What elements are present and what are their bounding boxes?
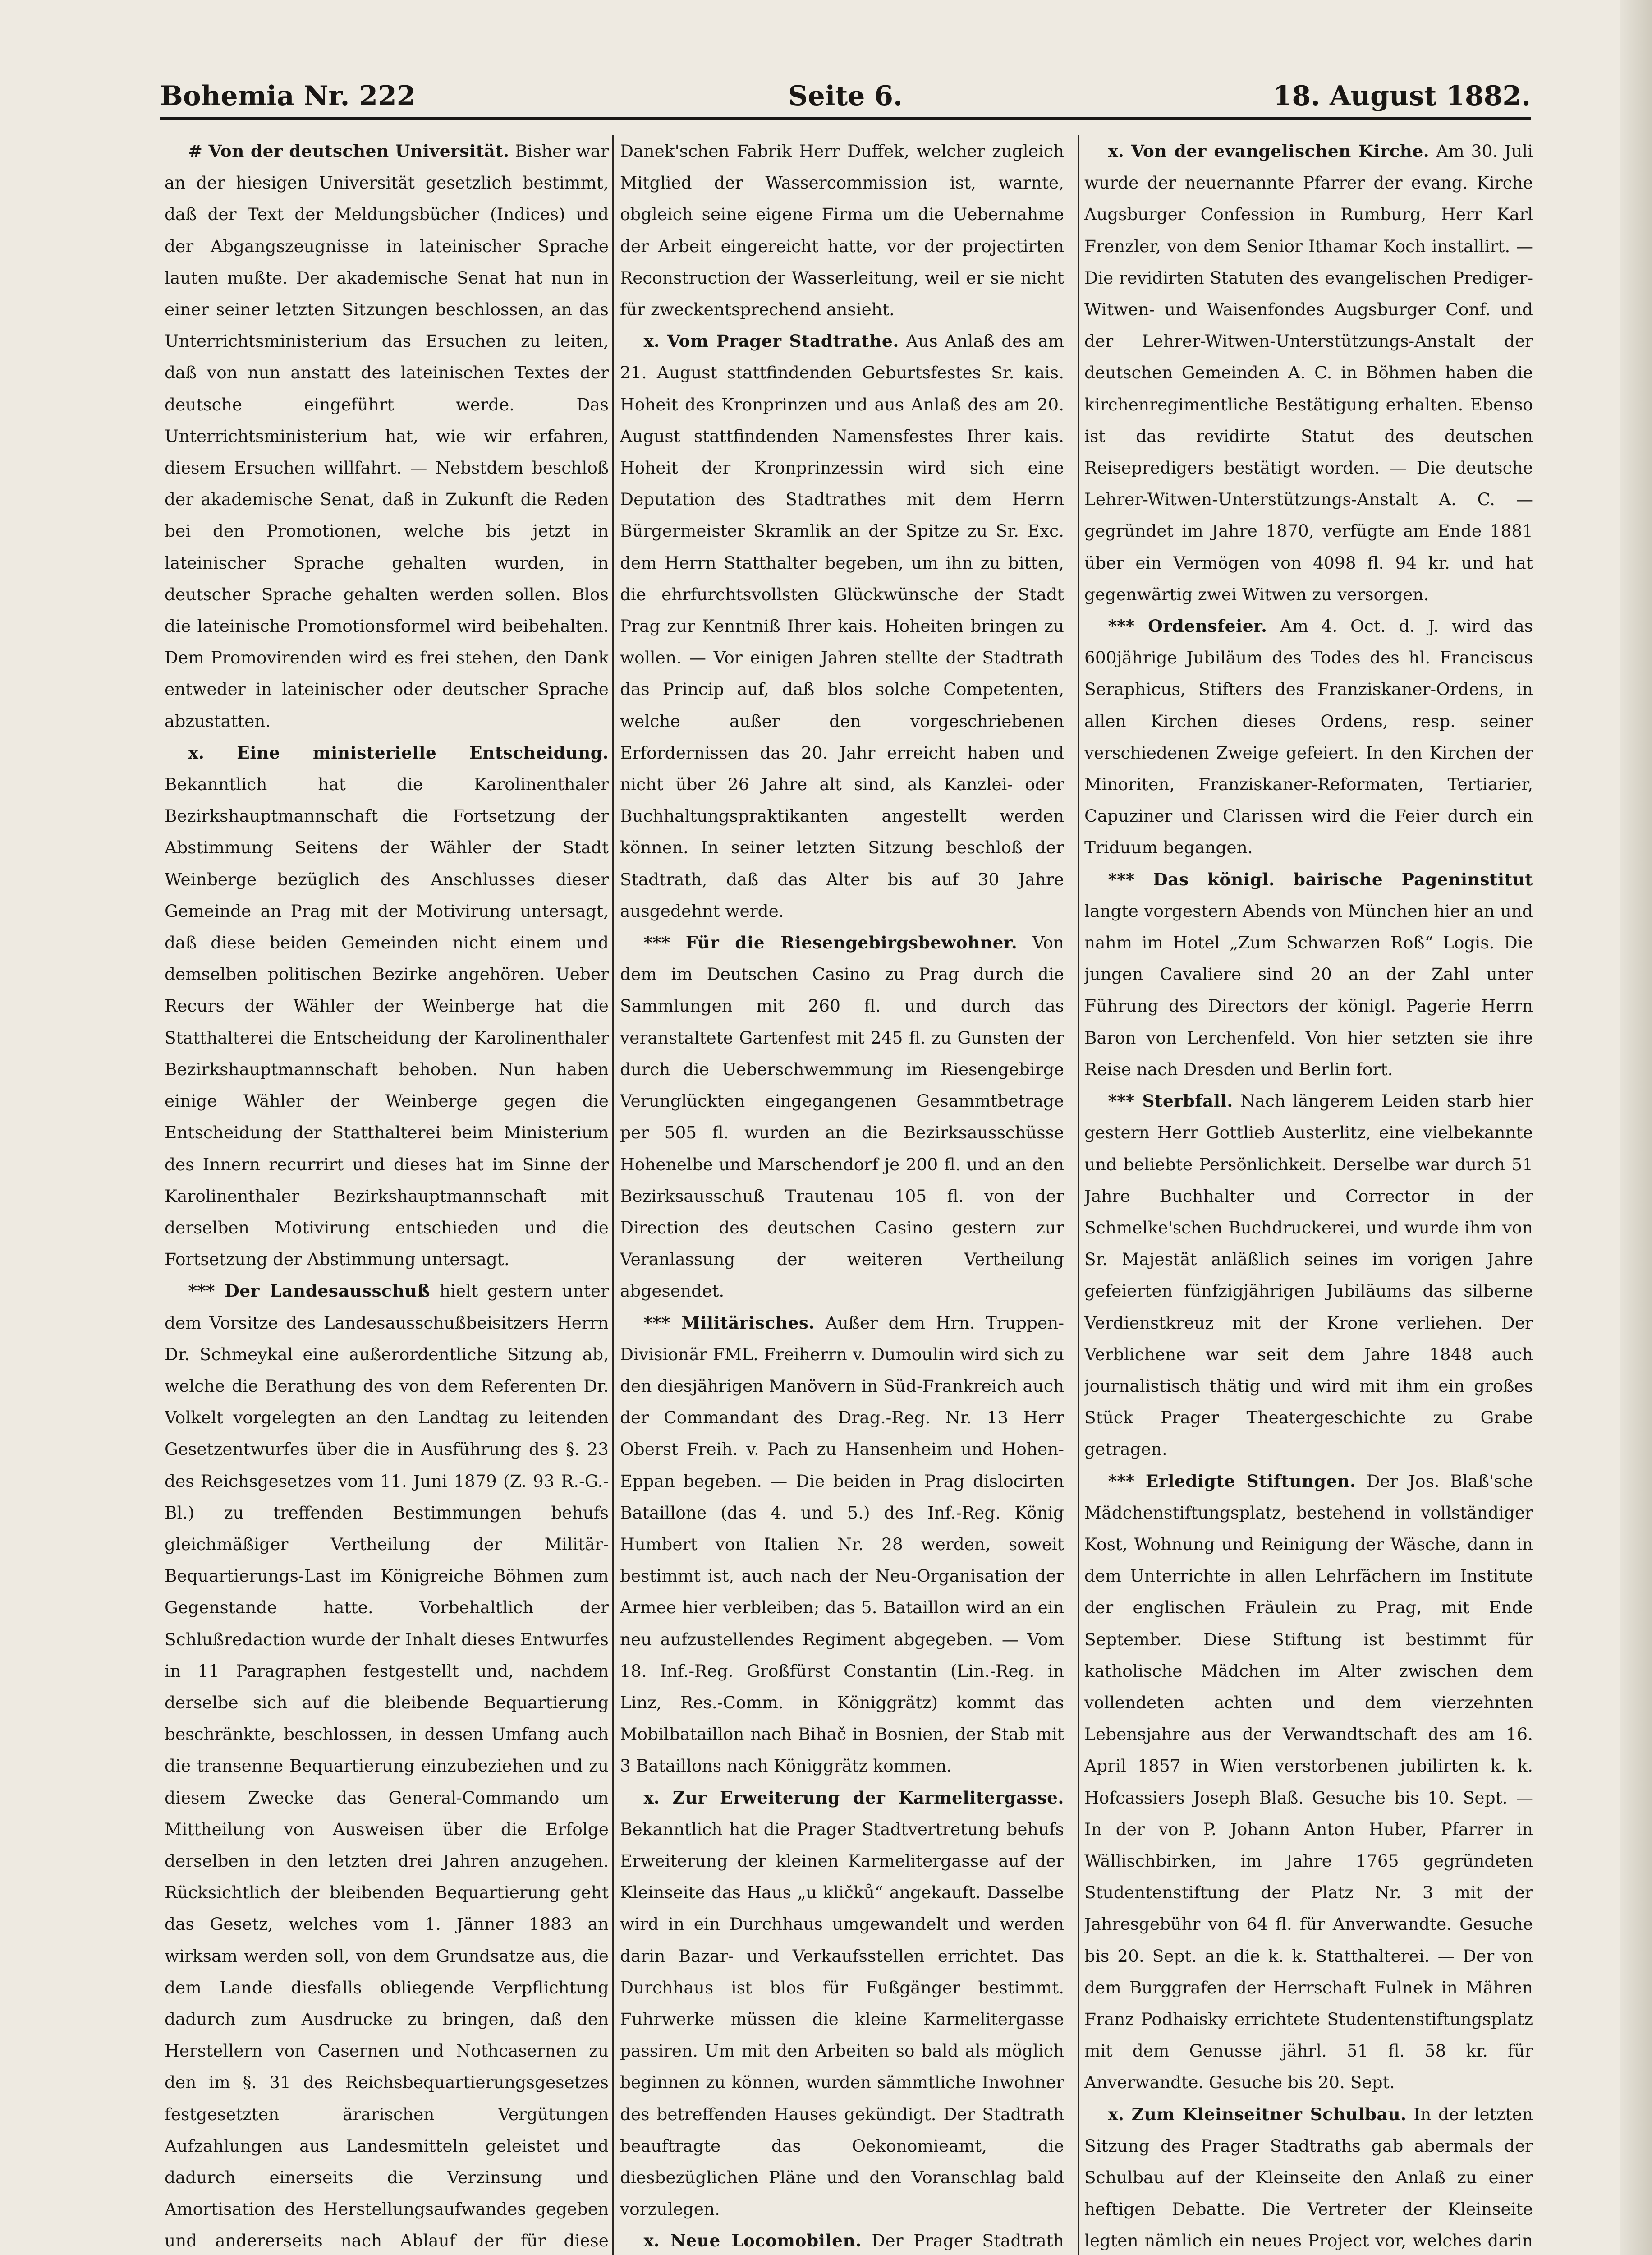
paper-title: Bohemia Nr. 222 [160,80,416,112]
issue-date: 18. August 1882. [1273,80,1531,112]
article-water-question-continued [620,135,1064,325]
masthead [160,77,1531,120]
article-order-celebration: *** Ordensfeier. Am 4. Oct. d. J. wird das 600jährige Jubiläum des Todes des hl. Franciscus Seraphicus, Stifters des Franziskaner-Ordens, in allen Kirchen dieses Ordens, resp. seiner verschiedenen Zweige gefeiert. In den Kirchen der Minoriten, Franziskaner-Reformaten, Tertiarier, Capuziner und Clarissen wird die Feier durch ein Triduum begangen. [1084,616,1533,858]
article-body: Außer dem Hrn. Truppen-Divisionär FML. Freiherrn v. Dumoulin wird sich zu den diesjährigen Manövern in Süd-Frankreich auch der Commandant des Drag.-Reg. Nr. 13 Herr Oberst Freih. v. Pach zu Hansenheim und Hohen-Eppan begeben. — Die beiden in Prag dislocirten Bataillone (das 4. und 5.) des Inf.-Reg. König Humbert von Italien Nr. 28 werden, soweit bestimmt ist, auch nach der Neu-Organisation der Armee hier verbleiben; das 5. Bataillon wird an ein neu aufzustellendes Regiment abgegeben. — Vom 18. Inf.-Reg. Großfürst Constantin (Lin.-Reg. in Linz, Res.-Comm. in Königgrätz) kommt das Mobilbataillon nach Bihač in Bosnien, der Stab mit 3 Bataillons nach Königgrätz kommen. [620,1312,1064,1776]
article-body: Aus Anlaß des am 21. August stattfindenden Geburtsfestes Sr. kais. Hoheit des Kronprinzen und aus Anlaß des am 20. August stattfindenden Namensfestes Ihrer kais. Hoheit der Kronprinzessin wird sich eine Deputation des Stadtrathes mit dem Herrn Bürgermeister Skramlik an der Spitze zu Sr. Exc. dem Herrn Statthalter begeben, um ihn zu bitten, die ehrfurchtsvollsten Glückwünsche der Stadt Prag zur Kenntniß Ihrer kais. Hoheiten bringen zu wollen. — Vor einigen Jahren stellte der Stadtrath das Princip auf, daß blos solche Competenten, welche außer den vorgeschriebenen Erfordernissen das 20. Jahr erreicht haben und nicht über 26 Jahre alt sind, als Kanzlei- oder Buchhaltungspraktikanten angestellt werden können. In seiner letzten Sitzung beschloß der Stadtrath, daß das Alter bis auf 30 Jahre ausgedehnt werde. [620,331,1064,921]
article-school-building: x. Zum Kleinseitner Schulbau. In der letzten Sitzung des Prager Stadtraths gab abermals der Schulbau auf der Kleinseite den Anlaß zu einer heftigen Debatte. Die Vertreter der Kleinseite legten nämlich ein neues Project vor, welches darin [1084,2099,1533,2255]
article-death-notice: *** Sterbfall. Nach längerem Leiden starb hier gestern Herr Gottlieb Austerlitz, eine vielbekannte und beliebte Persönlichkeit. Derselbe war durch 51 Jahre Buchhalter und Corrector in der Schmelke'schen Buchdruckerei, und wurde ihm von Sr. Majestät anläßlich seines im vorigen Jahre gefeierten fünfzigjährigen Jubiläums das silberne Verdienstkreuz mit der Krone verliehen. Der Verblichene war seit dem Jahre 1848 auch journalistisch thätig und wird mit ihm ein großes Stück Prager Theatergeschichte zu Grabe getragen. [1084,1091,1533,1459]
article-body: hielt gestern unter dem Vorsitze des Landesausschußbeisitzers Herrn Dr. Schmeykal eine außerordentliche Sitzung ab, welche die Berathung des von dem Referenten Dr. Volkelt vorgelegten an den Landtag zu leitenden Gesetzentwurfes über die in Ausführung des §. 23 des Reichsgesetzes vom 11. Juni 1879 (Z. 93 R.-G.-Bl.) zu treffenden Bestimmungen behufs gleichmäßiger Vertheilung der Militär-Bequartierungs-Last im Königreiche Böhmen zum Gegenstande hatte. Vorbehaltlich der Schlußredaction wurde der Inhalt dieses Entwurfes in 11 Paragraphen festgestellt und, nachdem derselbe sich auf die bleibende Bequartierung beschränkte, beschlossen, in dessen Umfang auch die transenne Bequartierung einzubeziehen und zu diesem Zwecke das General-Commando um Mittheilung von Ausweisen über die Erfolge derselben in den letzten drei Jahren anzugehen. Rücksichtlich der bleibenden Bequartierung geht das Gesetz, welches vom 1. Jänner 1883 an wirksam werden soll, von dem Grundsatze aus, die dem Lande diesfalls obliegende Verpflichtung dadurch zum Ausdrucke zu bringen, daß den Herstellern von Casernen und Nothcasernen zu den im §. 31 des Reichsbequartierungsgesetzes festgesetzten ärarischen Vergütungen Aufzahlungen aus Landesmitteln geleistet und dadurch einerseits die Verzinsung und Amortisation des Herstellungsaufwandes gegeben und andererseits nach Ablauf der für diese [165,1281,609,2251]
article-body: Danek'schen Fabrik Herr Duffek, welcher zugleich Mitglied der Wassercommission ist, warnte, obgleich seine eigene Firma um die Uebernahme der Arbeit eingereicht hatte, vor der projectirten Reconstruction der Wasserleitung, weil er sie nicht für zweckentsprechend ansieht. [620,141,1064,320]
article-pagen-institute: *** Das königl. bairische Pageninstitut langte vorgestern Abends von München hier an und nahm im Hotel „Zum Schwarzen Roß“ Logis. Die jungen Cavaliere sind 20 an der Zahl unter Führung des Directors der königl. Pagerie Herrn Baron von Lerchenfeld. Von hier setzten sie ihre Reise nach Dresden und Berlin fort. [1084,869,1533,1079]
article-body: Nach längerem Leiden starb hier gestern Herr Gottlieb Austerlitz, eine vielbekannte und beliebte Persönlichkeit. Derselbe war durch 51 Jahre Buchhalter und Corrector in der Schmelke'schen Buchdruckerei, und wurde ihm von Sr. Majestät anläßlich seines im vorigen Jahre gefeierten fünfzigjährigen Jubiläums das silberne Verdienstkreuz mit der Krone verliehen. Der Verblichene war seit dem Jahre 1848 auch journalistisch thätig und wird mit ihm ein großes Stück Prager Theatergeschichte zu Grabe getragen. [1084,1091,1533,1459]
article-heading: Eine ministerielle Entscheidung. [237,742,609,763]
article-evangelical-church: x. Von der evangelischen Kirche. Am 30. Juli wurde der neuernannte Pfarrer der evang. Kirche Augsburger Confession in Rumburg, Herr Karl Frenzler, von dem Senior Ithamar Koch installirt. — Die revidirten Statuten des evangelischen Prediger-Witwen- und Waisenfondes Augsburger Conf. und der Lehrer-Witwen-Unterstützungs-Anstalt der deutschen Gemeinden A. C. in Böhmen haben die kirchenregimentliche Bestätigung erhalten. Ebenso ist das revidirte Statut des deutschen Reisepredigers bestätigt worden. — Die deutsche Lehrer-Witwen-Unterstützungs-Anstalt A. C. — gegründet im Jahre 1870, verfügte am Ende 1881 über ein Vermögen von 4098 fl. 94 kr. und hat gegenwärtig zwei Witwen zu versorgen. [1084,141,1533,604]
article-body: Der Jos. Blaß'sche Mädchenstiftungsplatz, bestehend in vollständiger Kost, Wohnung und Reinigung der Wäsche, dann in dem Unterrichte in allen Lehrfächern im Institute der englischen Fräulein zu Prag, mit Ende September. Diese Stiftung ist bestimmt für katholische Mädchen im Alter zwischen dem vollendeten achten und dem vierzehnten Lebensjahre aus der Verwandtschaft des am 16. April 1857 in Wien verstorbenen jubilirten k. k. Hofcassiers Joseph Blaß. Gesuche bis 10. Sept. — In der von P. Johann Anton Huber, Pfarrer in Wällischbirken, im Jahre 1765 gegründeten Studentenstiftung der Platz Nr. 3 mit der Jahresgebühr von 64 fl. für Anverwandte. Gesuche bis 20. Sept. an die k. k. Statthalterei. — Der von dem Burggrafen der Herrschaft Fulnek in Mähren Franz Podhaisky errichtete Studentenstiftungsplatz mit dem Genusse jährl. 51 fl. 58 kr. für Anverwandte. Gesuche bis 20. Sept. [1084,1471,1533,2093]
article-karmelitergasse: x. Zur Erweiterung der Karmelitergasse. Bekanntlich hat die Prager Stadtvertretung behufs Erweiterung der kleinen Karmelitergasse auf der Kleinseite das Haus „u kličků“ angekauft. Dasselbe wird in ein Durchhaus umgewandelt und werden darin Bazar- und Verkaufsstellen errichtet. Das Durchhaus ist blos für Fußgänger bestimmt. Fuhrwerke müssen die kleine Karmelitergasse passiren. Um mit den Arbeiten so bald als möglich beginnen zu können, wurden sämmtliche Inwohner des betreffenden Hauses gekündigt. Der Stadtrath beauftragte das Oekonomieamt, die diesbezüglichen Pläne und den Voranschlag bald vorzulegen. [620,1787,1064,2219]
article-heading: Von der evangelischen Kirche. [1131,141,1430,161]
article-body: In der letzten Sitzung des Prager Stadtraths gab abermals der Schulbau auf der Kleinseite den Anlaß zu einer heftigen Debatte. Die Vertreter der Kleinseite legten nämlich ein neues Project vor, welches darin [1084,2104,1533,2251]
article-body: Am 30. Juli wurde der neuernannte Pfarrer der evang. Kirche Augsburger Confession in Rumburg, Herr Karl Frenzler, von dem Senior Ithamar Koch installirt. — Die revidirten Statuten des evangelischen Prediger-Witwen- und Waisenfondes Augsburger Conf. und der Lehrer-Witwen-Unterstützungs-Anstalt der deutschen Gemeinden A. C. in Böhmen haben die kirchenregimentliche Bestätigung erhalten. Ebenso ist das revidirte Statut des deutschen Reisepredigers bestätigt worden. — Die deutsche Lehrer-Witwen-Unterstützungs-Anstalt A. C. — gegründet im Jahre 1870, verfügte am Ende 1881 über ein Vermögen von 4098 fl. 94 kr. und hat gegenwärtig zwei Witwen zu versorgen. [1084,141,1533,604]
article-body: Von dem im Deutschen Casino zu Prag durch die Sammlungen mit 260 fl. und durch das veranstaltete Gartenfest mit 245 fl. zu Gunsten der durch die Ueberschwemmung im Riesengebirge Verunglückten eingegangenen Gesammtbetrage per 505 fl. wurden an die Bezirksausschüsse Hohenelbe und Marschendorf je 200 fl. und an den Bezirksausschuß Trautenau 105 fl. von der Direction des deutschen Casino gestern zur Veranlassung der weiteren Vertheilung abgesendet. [620,933,1064,1301]
article-heading: Vom Prager Stadtrathe. [667,331,899,351]
article-university: # Von der deutschen Universität. Bisher war an der hiesigen Universität gesetzlich bestimmt, daß der Text der Meldungsbücher (Indices) und der Abgangszeugnisse in lateinischer Sprache lauten mußte. Der akademische Senat hat nun in einer seiner letzten Sitzungen beschlossen, an das Unterrichtsministerium das Ersuchen zu leiten, daß von nun anstatt des lateinischen Textes der deutsche eingeführt werde. Das Unterrichtsministerium hat, wie wir erfahren, diesem Ersuchen willfahrt. — Nebstdem beschloß der akademische Senat, daß in Zukunft die Reden bei den Promotionen, welche bis jetzt in lateinischer Sprache gehalten wurden, in deutscher Sprache gehalten werden sollen. Blos die lateinische Promotionsformel wird beibehalten. Dem Promovirenden wird es frei stehen, den Dank entweder in lateinischer oder deutscher Sprache abzustatten. [165,141,609,731]
article-heading: Erledigte Stiftungen. [1145,1471,1356,1491]
article-military: *** Militärisches. Außer dem Hrn. Truppen-Divisionär FML. Freiherrn v. Dumoulin wird sich zu den diesjährigen Manövern in Süd-Frankreich auch der Commandant des Drag.-Reg. Nr. 13 Herr Oberst Freih. v. Pach zu Hansenheim und Hohen-Eppan begeben. — Die beiden in Prag dislocirten Bataillone (das 4. und 5.) des Inf.-Reg. König Humbert von Italien Nr. 28 werden, soweit bestimmt ist, auch nach der Neu-Organisation der Armee hier verbleiben; das 5. Bataillon wird an ein neu aufzustellendes Regiment abgegeben. — Vom 18. Inf.-Reg. Großfürst Constantin (Lin.-Reg. in Linz, Res.-Comm. in Königgrätz) kommt das Mobilbataillon nach Bihač in Bosnien, der Stab mit 3 Bataillons nach Königgrätz kommen. [620,1312,1064,1776]
column-rule [612,135,614,2255]
article-heading: Zum Kleinseitner Schulbau. [1131,2104,1407,2124]
article-heading: Sterbfall. [1142,1091,1233,1111]
column-2 [620,135,1064,2255]
article-city-council: x. Vom Prager Stadtrathe. Aus Anlaß des am 21. August stattfindenden Geburtsfestes Sr. kais. Hoheit des Kronprinzen und aus Anlaß des am 20. August stattfindenden Namensfestes Ihrer kais. Hoheit der Kronprinzessin wird sich eine Deputation des Stadtrathes mit dem Herrn Bürgermeister Skramlik an der Spitze zu Sr. Exc. dem Herrn Statthalter begeben, um ihn zu bitten, die ehrfurchtsvollsten Glückwünsche der Stadt Prag zur Kenntniß Ihrer kais. Hoheiten bringen zu wollen. — Vor einigen Jahren stellte der Stadtrath das Princip auf, daß blos solche Competenten, welche außer den vorgeschriebenen Erfordernissen das 20. Jahr erreicht haben und nicht über 26 Jahre alt sind, als Kanzlei- oder Buchhaltungspraktikanten angestellt werden können. In seiner letzten Sitzung beschloß der Stadtrath, daß das Alter bis auf 30 Jahre ausgedehnt werde. [620,331,1064,921]
article-heading: Militärisches. [681,1312,815,1333]
article-heading: Für die Riesengebirgsbewohner. [685,933,1018,953]
article-body: Der Prager Stadtrath [872,2231,1064,2251]
article-heading: Der Landesausschuß [225,1281,431,1301]
article-foundations: *** Erledigte Stiftungen. Der Jos. Blaß'sche Mädchenstiftungsplatz, bestehend in vollständiger Kost, Wohnung und Reinigung der Wäsche, dann in dem Unterrichte in allen Lehrfächern im Institute der englischen Fräulein zu Prag, mit Ende September. Diese Stiftung ist bestimmt für katholische Mädchen im Alter zwischen dem vollendeten achten und dem vierzehnten Lebensjahre aus der Verwandtschaft des am 16. April 1857 in Wien verstorbenen jubilirten k. k. Hofcassiers Joseph Blaß. Gesuche bis 10. Sept. — In der von P. Johann Anton Huber, Pfarrer in Wällischbirken, im Jahre 1765 gegründeten Studentenstiftung der Platz Nr. 3 mit der Jahresgebühr von 64 fl. für Anverwandte. Gesuche bis 20. Sept. an die k. k. Statthalterei. — Der von dem Burggrafen der Herrschaft Fulnek in Mähren Franz Podhaisky errichtete Studentenstiftungsplatz mit dem Genusse jährl. 51 fl. 58 kr. für Anverwandte. Gesuche bis 20. Sept. [1084,1471,1533,2093]
page-edge-shadow [1620,0,1652,2255]
page-number: Seite 6. [788,80,903,112]
column-rule [1078,135,1079,2255]
column-1 [165,135,609,2255]
article-locomobiles: x. Neue Locomobilen. Der Prager Stadtrath [620,2225,1064,2255]
article-heading: Von der deutschen Universität. [208,141,509,161]
article-heading: Neue Locomobilen. [670,2231,862,2251]
article-heading: Zur Erweiterung der Karmelitergasse. [672,1787,1064,1808]
article-landesausschuss: *** Der Landesausschuß hielt gestern unter dem Vorsitze des Landesausschußbeisitzers Herrn Dr. Schmeykal eine außerordentliche Sitzung ab, welche die Berathung des von dem Referenten Dr. Volkelt vorgelegten an den Landtag zu leitenden Gesetzentwurfes über die in Ausführung des §. 23 des Reichsgesetzes vom 11. Juni 1879 (Z. 93 R.-G.-Bl.) zu treffenden Bestimmungen behufs gleichmäßiger Vertheilung der Militär-Bequartierungs-Last im Königreiche Böhmen zum Gegenstande hatte. Vorbehaltlich der Schlußredaction wurde der Inhalt dieses Entwurfes in 11 Paragraphen festgestellt und, nachdem derselbe sich auf die bleibende Bequartierung beschränkte, beschlossen, in dessen Umfang auch die transenne Bequartierung einzubeziehen und zu diesem Zwecke das General-Commando um Mittheilung von Ausweisen über die Erfolge derselben in den letzten drei Jahren anzugehen. Rücksichtlich der bleibenden Bequartierung geht das Gesetz, welches vom 1. Jänner 1883 an wirksam werden soll, von dem Grundsatze aus, die dem Lande diesfalls obliegende Verpflichtung dadurch zum Ausdrucke zu bringen, daß den Herstellern von Casernen und Nothcasernen zu den im §. 31 des Reichsbequartierungsgesetzes festgesetzten ärarischen Vergütungen Aufzahlungen aus Landesmitteln geleistet und dadurch einerseits die Verzinsung und Amortisation des Herstellungsaufwandes gegeben und andererseits nach Ablauf der für diese [165,1275,609,2255]
article-body: Bisher war an der hiesigen Universität gesetzlich bestimmt, daß der Text der Meldungsbücher (Indices) und der Abgangszeugnisse in lateinischer Sprache lauten mußte. Der akademische Senat hat nun in einer seiner letzten Sitzungen beschlossen, an das Unterrichtsministerium das Ersuchen zu leiten, daß von nun anstatt des lateinischen Textes der deutsche eingeführt werde. Das Unterrichtsministerium hat, wie wir erfahren, diesem Ersuchen willfahrt. — Nebstdem beschloß der akademische Senat, daß in Zukunft die Reden bei den Promotionen, welche bis jetzt in lateinischer Sprache gehalten wurden, in deutscher Sprache gehalten werden sollen. Blos die lateinische Promotionsformel wird beibehalten. Dem Promovirenden wird es frei stehen, den Dank entweder in lateinischer oder deutscher Sprache abzustatten. [165,141,609,731]
article-ministerial-decision: x. Eine ministerielle Entscheidung. Bekanntlich hat die Karolinenthaler Bezirkshauptmannschaft die Fortsetzung der Abstimmung Seitens der Wähler der Stadt Weinberge bezüglich des Anschlusses dieser Gemeinde an Prag mit der Motivirung untersagt, daß diese beiden Gemeinden nicht einem und demselben politischen Bezirke angehören. Ueber Recurs der Wähler der Weinberge hat die Statthalterei die Entscheidung der Karolinenthaler Bezirkshauptmannschaft behoben. Nun haben einige Wähler der Weinberge gegen die Entscheidung der Statthalterei beim Ministerium des Innern recurrirt und dieses hat im Sinne der Karolinenthaler Bezirkshauptmannschaft mit derselben Motivirung entschieden und die Fortsetzung der Abstimmung untersagt. [165,742,609,1270]
article-heading: Ordensfeier. [1148,616,1267,636]
column-3 [1084,135,1533,2255]
article-body: Bekanntlich hat die Prager Stadtvertretung behufs Erweiterung der kleinen Karmelitergasse auf der Kleinseite das Haus „u kličků“ angekauft. Dasselbe wird in ein Durchhaus umgewandelt und werden darin Bazar- und Verkaufsstellen errichtet. Das Durchhaus ist blos für Fußgänger bestimmt. Fuhrwerke müssen die kleine Karmelitergasse passiren. Um mit den Arbeiten so bald als möglich beginnen zu können, wurden sämmtliche Inwohner des betreffenden Hauses gekündigt. Der Stadtrath beauftragte das Oekonomieamt, die diesbezüglichen Pläne und den Voranschlag bald vorzulegen. [620,1819,1064,2219]
article-heading: Das königl. bairische Pageninstitut [1153,869,1533,889]
article-body: Bekanntlich hat die Karolinenthaler Bezirkshauptmannschaft die Fortsetzung der Abstimmung Seitens der Wähler der Stadt Weinberge bezüglich des Anschlusses dieser Gemeinde an Prag mit der Motivirung untersagt, daß diese beiden Gemeinden nicht einem und demselben politischen Bezirke angehören. Ueber Recurs der Wähler der Weinberge hat die Statthalterei die Entscheidung der Karolinenthaler Bezirkshauptmannschaft behoben. Nun haben einige Wähler der Weinberge gegen die Entscheidung der Statthalterei beim Ministerium des Innern recurrirt und dieses hat im Sinne der Karolinenthaler Bezirkshauptmannschaft mit derselben Motivirung entschieden und die Fortsetzung der Abstimmung untersagt. [165,774,609,1270]
article-body: langte vorgestern Abends von München hier an und nahm im Hotel „Zum Schwarzen Roß“ Logis. Die jungen Cavaliere sind 20 an der Zahl unter Führung des Directors der königl. Pagerie Herrn Baron von Lerchenfeld. Von hier setzten sie ihre Reise nach Dresden und Berlin fort. [1084,901,1533,1079]
article-riesengebirge: *** Für die Riesengebirgsbewohner. Von dem im Deutschen Casino zu Prag durch die Sammlungen mit 260 fl. und durch das veranstaltete Gartenfest mit 245 fl. zu Gunsten der durch die Ueberschwemmung im Riesengebirge Verunglückten eingegangenen Gesammtbetrage per 505 fl. wurden an die Bezirksausschüsse Hohenelbe und Marschendorf je 200 fl. und an den Bezirksausschuß Trautenau 105 fl. von der Direction des deutschen Casino gestern zur Veranlassung der weiteren Vertheilung abgesendet. [620,933,1064,1301]
article-body: Am 4. Oct. d. J. wird das 600jährige Jubiläum des Todes des hl. Franciscus Seraphicus, Stifters des Franziskaner-Ordens, in allen Kirchen dieses Ordens, resp. seiner verschiedenen Zweige gefeiert. In den Kirchen der Minoriten, Franziskaner-Reformaten, Tertiarier, Capuziner und Clarissen wird die Feier durch ein Triduum begangen. [1084,616,1533,858]
